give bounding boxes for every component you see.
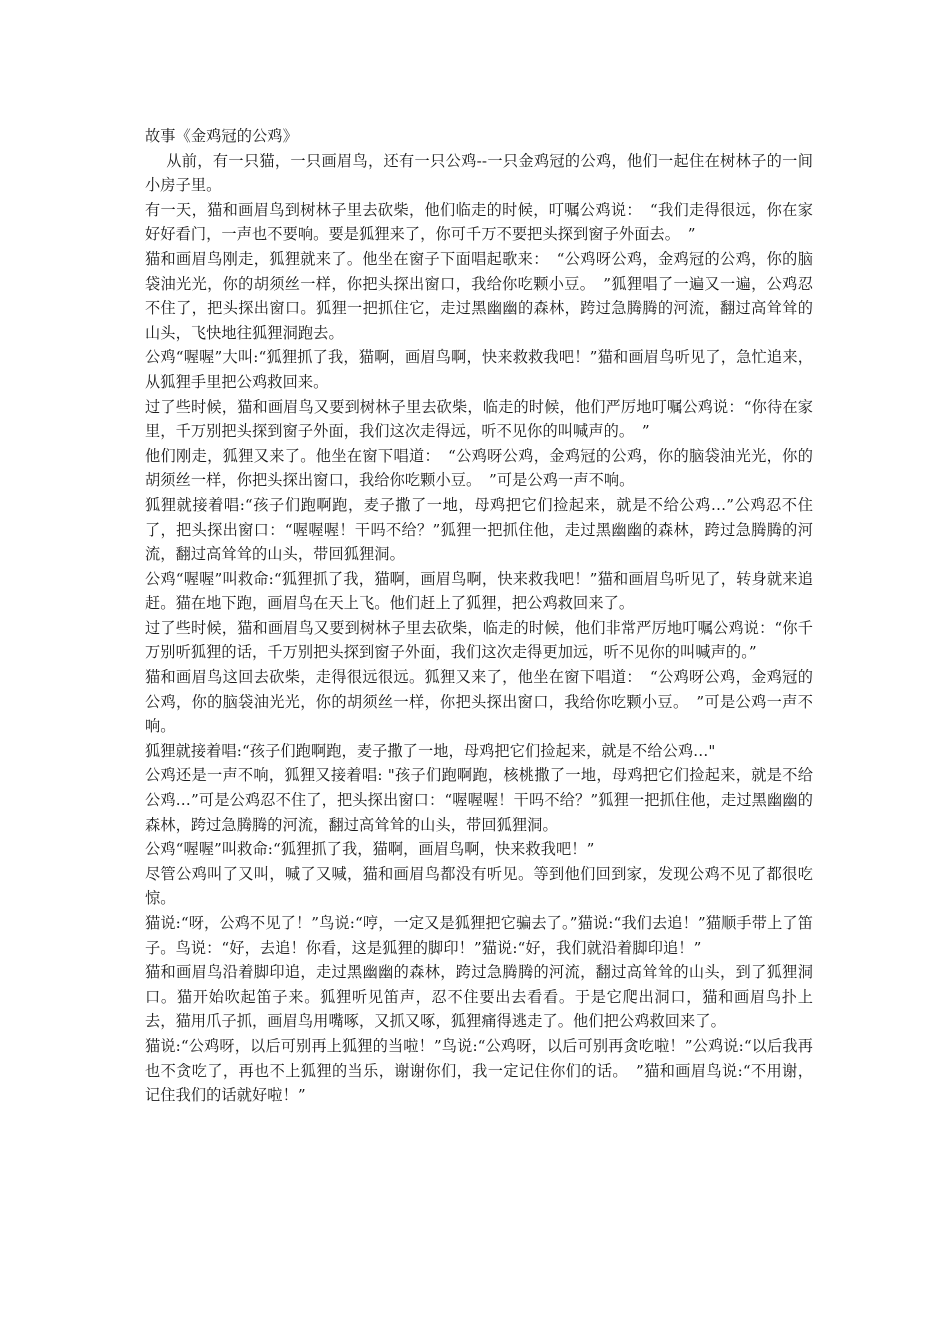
story-paragraph: 公鸡“喔喔”叫救命:“狐狸抓了我，猫啊，画眉鸟啊，快来救我吧！”: [145, 840, 595, 859]
story-paragraph: 猫说:“呀，公鸡不见了！”鸟说:“哼，一定又是狐狸把它骗去了。”猫说:“我们去追！”猫顺手带上了笛子。鸟说：“好，去追！你看，这是狐狸的脚印！”猫说:“好，我们就沿着脚印追！”: [145, 914, 813, 957]
story-paragraph: 尽管公鸡叫了又叫，喊了又喊，猫和画眉鸟都没有听见。等到他们回到家，发现公鸡不见了都很吃惊。: [145, 864, 813, 908]
story-paragraph: 过了些时候，猫和画眉鸟又要到树林子里去砍柴，临走的时候，他们非常严厉地叮嘱公鸡说：“你千万别听狐狸的话，千万别把头探到窗子外面，我们这次走得更加远，听不见你的叫喊声的。”: [145, 618, 813, 662]
story-paragraph: 狐狸就接着唱:“孩子们跑啊跑，麦子撒了一地，母鸡把它们捡起来，就是不给公鸡…": [145, 741, 716, 760]
story-paragraph: 公鸡“喔喔”叫救命:“狐狸抓了我，猫啊，画眉鸟啊，快来救我吧！”猫和画眉鸟听见了，转身就来追赶。猫在地下跑，画眉鸟在天上飞。他们赶上了狐狸，把公鸡救回来了。: [145, 569, 813, 613]
story-paragraph: 过了些时候，猫和画眉鸟又要到树林子里去砍柴，临走的时候，他们严厉地叮嘱公鸡说：“你待在家里，千万别把头探到窗子外面，我们这次走得远，听不见你的叫喊声的。 ”: [145, 397, 813, 441]
story-paragraph: 公鸡“喔喔”大叫:“狐狸抓了我，猫啊，画眉鸟啊，快来救救我吧！”猫和画眉鸟听见了，急忙追来，从狐狸手里把公鸡救回来。: [145, 348, 813, 391]
story-paragraph: 他们刚走，狐狸又来了。他坐在窗下唱道： “公鸡呀公鸡，金鸡冠的公鸡，你的脑袋油光光，你的胡须丝一样，你把头探出窗口，我给你吃颗小豆。 ”可是公鸡一声不响。: [145, 446, 813, 490]
story-paragraph: 公鸡还是一声不响，狐狸又接着唱: "孩子们跑啊跑，核桃撒了一地，母鸡把它们捡起来，就是不给公鸡…”可是公鸡忍不住了，把头探出窗口：“喔喔喔！干吗不给？”狐狸一把抓住他，走过黑幽幽的森林，跨过急腾腾的河流，翻过高耸耸的山头，带回狐狸洞。: [145, 766, 813, 834]
story-paragraph: 从前，有一只猫，一只画眉鸟，还有一只公鸡--一只金鸡冠的公鸡，他们一起住在树林子的一间小房子里。: [145, 151, 813, 195]
story-paragraph: 猫和画眉鸟这回去砍柴，走得很远很远。狐狸又来了，他坐在窗下唱道： “公鸡呀公鸡，金鸡冠的公鸡，你的脑袋油光光，你的胡须丝一样，你把头探出窗口，我给你吃颗小豆。 ”可是公鸡一声不响。: [145, 668, 813, 736]
story-paragraph: 狐狸就接着唱:“孩子们跑啊跑，麦子撒了一地，母鸡把它们捡起来，就是不给公鸡…”公鸡忍不住了，把头探出窗口：“喔喔喔！干吗不给？”狐狸一把抓住他，走过黑幽幽的森林，跨过急腾腾的河流，翻过高耸耸的山头，带回狐狸洞。: [145, 495, 813, 564]
story-title: 故事《金鸡冠的公鸡》: [145, 127, 298, 145]
document-page: [145, 124, 813, 1108]
story-paragraph: 猫和画眉鸟刚走，狐狸就来了。他坐在窗子下面唱起歌来： “公鸡呀公鸡，金鸡冠的公鸡，你的脑袋油光光，你的胡须丝一样，你把头探出窗口，我给你吃颗小豆。 ”狐狸唱了一遍又一遍，公鸡忍不住了，把头探出窗口。狐狸一把抓住它，走过黑幽幽的森林，跨过急腾腾的河流，翻过高耸耸的山头，飞快地往狐狸洞跑去。: [145, 249, 813, 342]
story-paragraph: 有一天，猫和画眉鸟到树林子里去砍柴，他们临走的时候，叮嘱公鸡说： “我们走得很远，你在家好好看门，一声也不要响。要是狐狸来了，你可千万不要把头探到窗子外面去。 ”: [145, 200, 813, 244]
story-paragraph: 猫和画眉鸟沿着脚印追，走过黑幽幽的森林，跨过急腾腾的河流，翻过高耸耸的山头，到了狐狸洞口。猫开始吹起笛子来。狐狸听见笛声，忍不住要出去看看。于是它爬出洞口，猫和画眉鸟扑上去，猫用爪子抓，画眉鸟用嘴啄，又抓又啄，狐狸痛得逃走了。他们把公鸡救回来了。: [145, 963, 813, 1031]
story-paragraph: 猫说:“公鸡呀，以后可别再上狐狸的当啦！”鸟说:“公鸡呀，以后可别再贪吃啦！”公鸡说:“以后我再也不贪吃了，再也不上狐狸的当乐，谢谢你们，我一定记住你们的话。 ”猫和画眉鸟说:“不用谢，记住我们的话就好啦！”: [145, 1036, 813, 1105]
